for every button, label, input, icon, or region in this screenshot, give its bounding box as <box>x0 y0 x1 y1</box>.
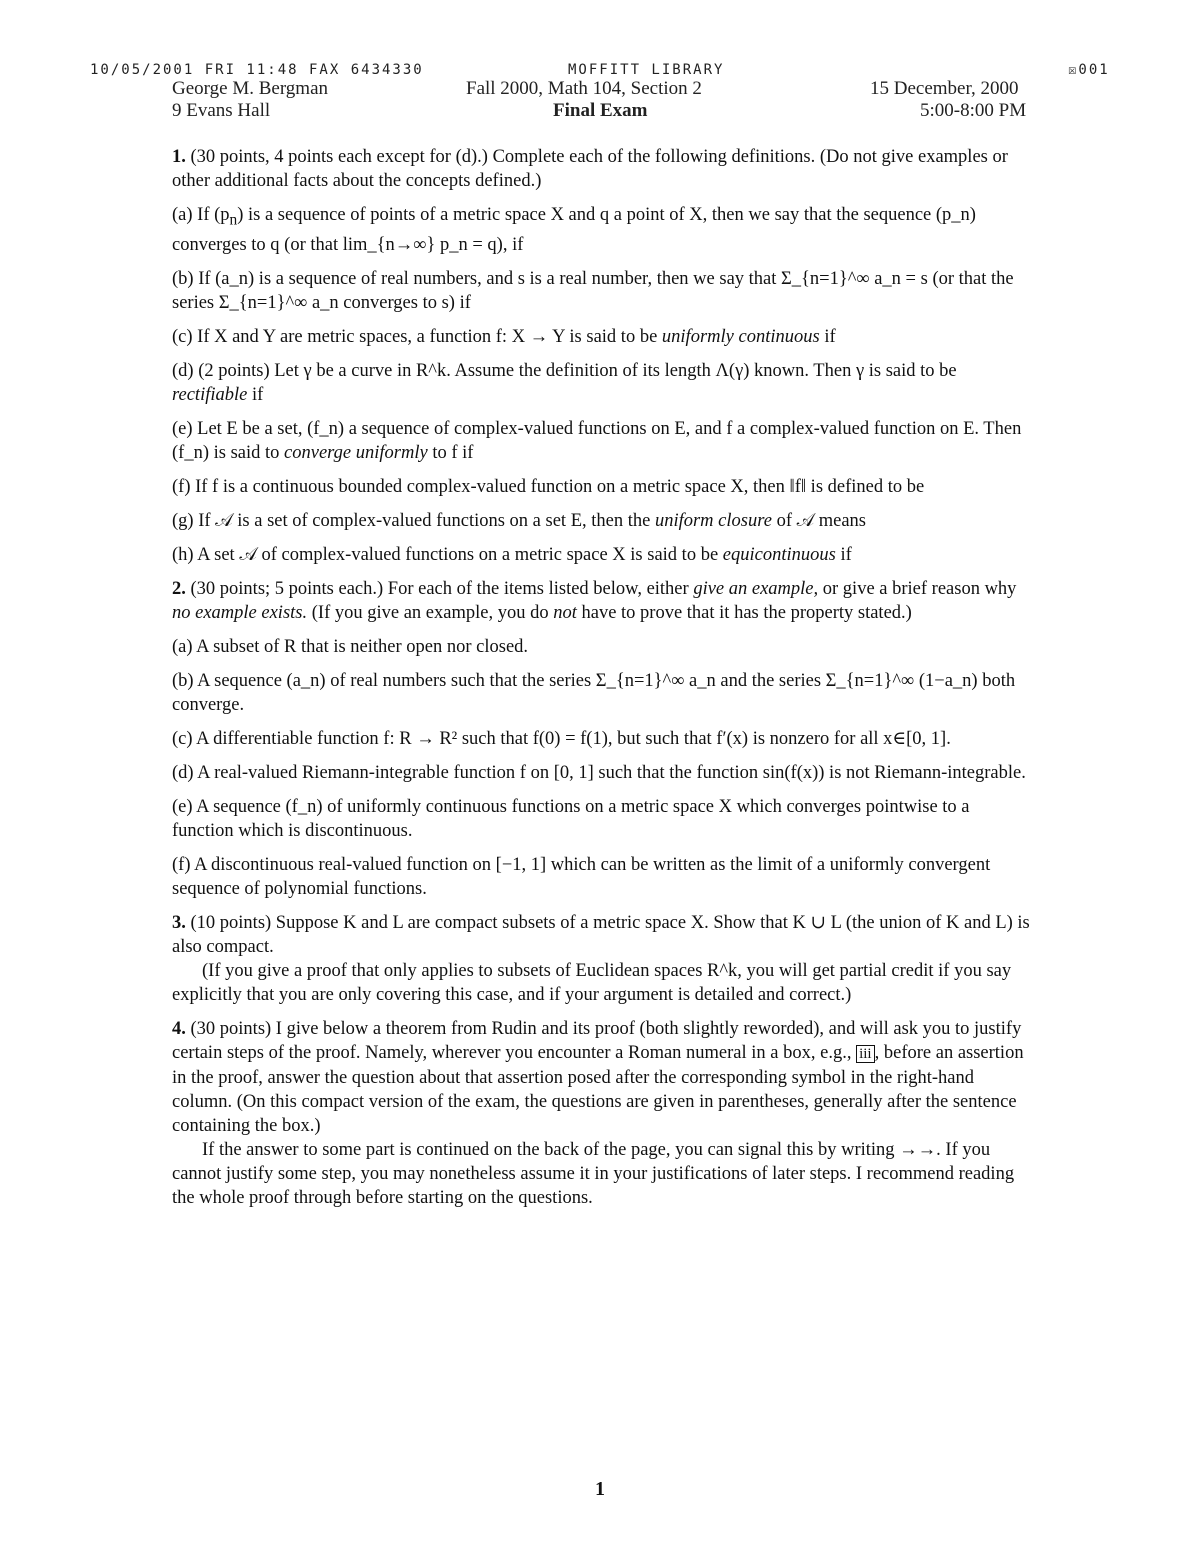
q3-note: (If you give a proof that only applies to subsets of Euclidean spaces R^k, you will get partial credit if you say explicitly that you are only covering this case, and if your argument is detailed and correct.) <box>172 960 1012 1005</box>
exam-time: 5:00-8:00 PM <box>920 100 1027 121</box>
q2-intro <box>172 577 1032 625</box>
q1h-end: if <box>840 544 852 565</box>
q1e-text: (e) Let E be a set, (f_n) a sequence of complex-valued functions on E, and f a complex-valued function on E. Then (f_n) is said to <box>172 418 1022 463</box>
q1d-text: (d) (2 points) Let γ be a curve in R^k. Assume the definition of its length Λ(γ) known. Then γ is said to be <box>172 360 957 381</box>
q1d <box>172 359 1032 407</box>
q1g-end: of 𝒜 means <box>776 510 867 531</box>
roman-numeral-box: iii <box>856 1045 875 1063</box>
q2-intro-3: (If you give an example, you do <box>311 602 549 623</box>
q1c-end: if <box>824 326 836 347</box>
q2e: (e) A sequence (f_n) of uniformly continuous functions on a metric space X which converges pointwise to a function which is discontinuous. <box>172 796 970 841</box>
q4-instructions: If the answer to some part is continued on the back of the page, you can signal this by writing →→. If you cannot justify some step, you may nonetheless assume it in your justifications of later steps. I recommend reading the whole proof through before starting on the questions. <box>172 1139 1015 1208</box>
q2a: (a) A subset of R that is neither open nor closed. <box>172 636 529 657</box>
q1h <box>172 543 1032 567</box>
exam-body <box>172 145 1032 1220</box>
q4-text-2: , before an assertion in the proof, answer the question about that assertion posed after the corresponding symbol in the right-hand column. (On this compact version of the exam, the questions are given in parentheses, generally after the sentence containing the box.) <box>172 1042 1024 1136</box>
fax-header-center: MOFFITT LIBRARY <box>568 62 725 78</box>
q4-text <box>172 1017 1032 1138</box>
q1d-end: if <box>251 384 264 405</box>
q1-number: 1. <box>172 147 186 167</box>
q1c-text: (c) If X and Y are metric spaces, a function f: X → Y is said to be <box>172 326 658 347</box>
q2b: (b) A sequence (a_n) of real numbers such that the series Σ_{n=1}^∞ a_n and the series Σ_{n=1}^∞ (1−a_n) both converge. <box>172 670 1016 715</box>
q2d: (d) A real-valued Riemann-integrable function f on [0, 1] such that the function sin(f(x)) is not Riemann-integrable. <box>172 762 1026 783</box>
fax-header-right: ☒001 <box>1068 62 1110 78</box>
q1e-end: to f if <box>432 442 474 463</box>
exam-title: Final Exam <box>553 100 648 121</box>
q2-number: 2. <box>172 578 186 599</box>
q1d-term: rectifiable <box>172 384 248 405</box>
q1a-text-pre: (a) If (p <box>172 205 230 225</box>
q1e-term: converge uniformly <box>284 442 428 463</box>
q2-intro-4: have to prove that it has the property stated.) <box>581 602 912 623</box>
exam-room: 9 Evans Hall <box>172 100 271 121</box>
q3-number: 3. <box>172 912 186 933</box>
q2f: (f) A discontinuous real-valued function on [−1, 1] which can be written as the limit of a uniformly convergent sequence of polynomial functions. <box>172 854 991 899</box>
q2-intro-1: (30 points; 5 points each.) For each of the items listed below, either <box>190 578 689 599</box>
q2-intro-2: or give a brief reason why <box>822 578 1017 599</box>
instructor-name: George M. Bergman <box>172 78 329 99</box>
q1-intro <box>172 145 1032 193</box>
q3-statement: (10 points) Suppose K and L are compact subsets of a metric space X. Show that K ∪ L (the union of K and L) is also compact. <box>172 912 1030 957</box>
q1c <box>172 325 1032 349</box>
q2-intro-em-3: not <box>553 602 577 623</box>
q1-intro-text: (30 points, 4 points each except for (d).) Complete each of the following definitions. (Do not give examples or other additional facts about the concepts defined.) <box>172 147 1008 191</box>
q1a-text: ) is a sequence of points of a metric space X and q a point of X, then we say that the sequence (p_n) converges to q (or that lim_{n→∞} p_n = q), if <box>172 205 976 255</box>
q2-intro-em-2: no example exists. <box>172 602 308 623</box>
q1g-text: (g) If 𝒜 is a set of complex-valued functions on a set E, then the <box>172 510 651 531</box>
q4-number: 4. <box>172 1018 186 1039</box>
q1f: (f) If f is a continuous bounded complex-valued function on a metric space X, then ‖f‖ is defined to be <box>172 476 925 497</box>
q1g-term: uniform closure <box>654 510 772 531</box>
q3-text <box>172 911 1032 959</box>
q2-intro-em-1: give an example, <box>693 578 819 599</box>
q1b: (b) If (a_n) is a sequence of real numbers, and s is a real number, then we say that Σ_{n=1}^∞ a_n = s (or that the series Σ_{n=1}^∞ a_n converges to s) if <box>172 268 1014 313</box>
q1e <box>172 417 1032 465</box>
course-info: Fall 2000, Math 104, Section 2 <box>466 78 702 99</box>
q4-text-1: (30 points) I give below a theorem from Rudin and its proof (both slightly reworded), and will ask you to justify certain steps of the proof. Namely, wherever you encounter a Roman numeral in a box, e.g., <box>172 1018 1022 1063</box>
q2c: (c) A differentiable function f: R → R² such that f(0) = f(1), but such that f′(x) is nonzero for all x∈[0, 1]. <box>172 728 951 749</box>
exam-date: 15 December, 2000 <box>870 78 1019 99</box>
q1h-term: equicontinuous <box>722 544 836 565</box>
q1a: (a) If $(p_n)$ is a sequence of points of a metric space X and q a point of X, then we say that the sequence (p_n) converges to q (or that lim_{n→∞} p_n = q), if <box>172 205 976 255</box>
q1c-term: uniformly continuous <box>661 326 820 347</box>
fax-header-left: 10/05/2001 FRI 11:48 FAX 6434330 <box>90 62 424 78</box>
page-number: 1 <box>595 1478 605 1500</box>
q1g <box>172 509 1032 533</box>
q1h-text: (h) A set 𝒜 of complex-valued functions on a metric space X is said to be <box>172 544 719 565</box>
